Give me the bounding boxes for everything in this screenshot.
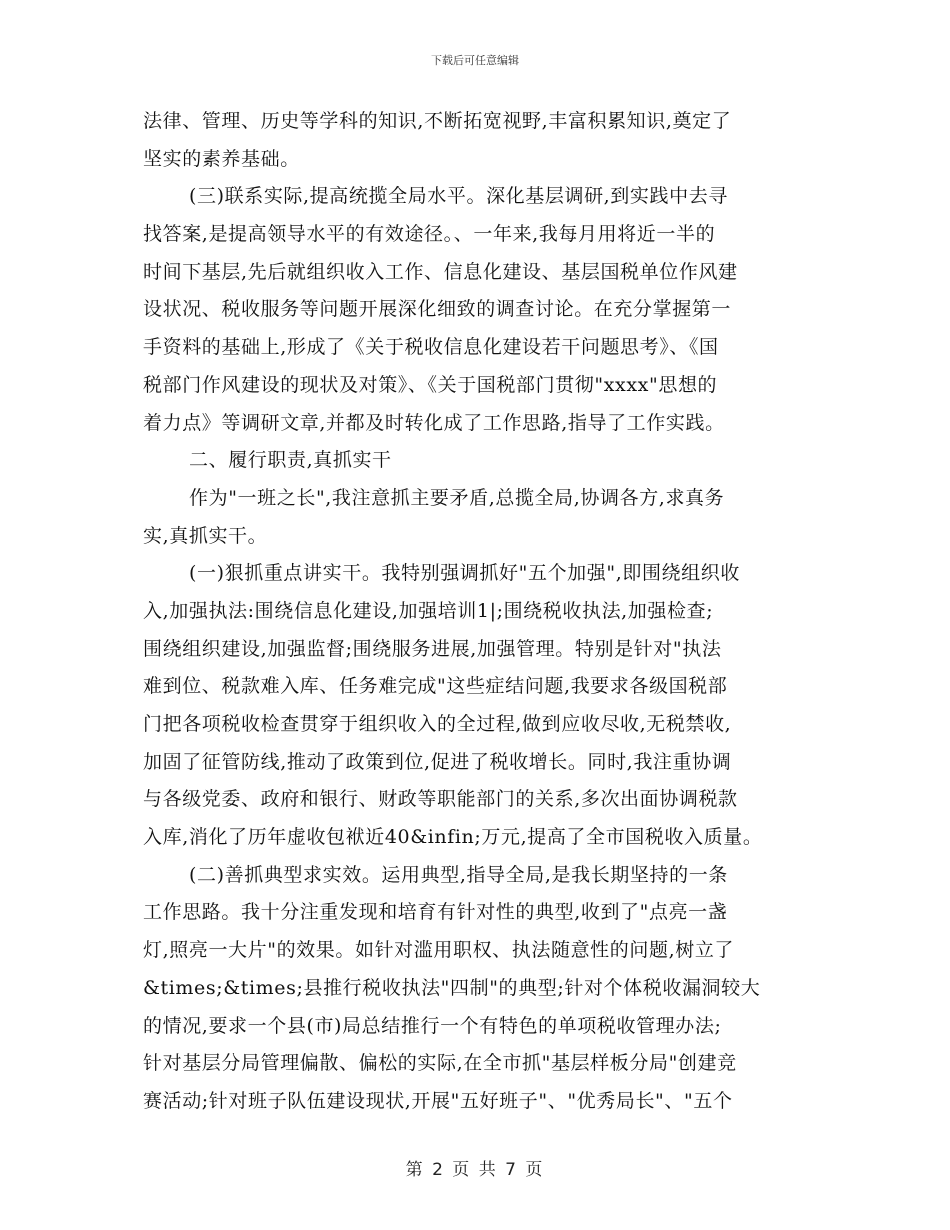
text-line: 时间下基层,先后就组织收入工作、信息化建设、基层国税单位作风建 xyxy=(143,260,738,283)
text-line: (二)善抓典型求实效。运用典型,指导全局,是我长期坚持的一条 xyxy=(189,863,728,886)
text-line: 手资料的基础上,形成了《关于税收信息化建设若干问题思考》、《国 xyxy=(143,336,719,359)
text-line: (三)联系实际,提高统揽全局水平。深化基层调研,到实践中去寻 xyxy=(189,185,728,208)
text-line: 的情况,要求一个县(市)局总结推行一个有特色的单项税收管理办法; xyxy=(143,1014,722,1037)
text-line: 加固了征管防线,推动了政策到位,促进了税收增长。同时,我注重协调 xyxy=(143,750,732,773)
text-line: 法律、管理、历史等学科的知识,不断拓宽视野,丰富积累知识,奠定了 xyxy=(143,110,732,132)
text-line: 设状况、税收服务等问题开展深化细致的调查讨论。在充分掌握第一 xyxy=(143,298,732,321)
text-line: 工作思路。我十分注重发现和培育有针对性的典型,收到了"点亮一盏 xyxy=(143,901,728,924)
text-line: 入,加强执法:围绕信息化建设,加强培训1|;围绕税收执法,加强检查; xyxy=(143,599,714,622)
text-line: 与各级党委、政府和银行、财政等职能部门的关系,多次出面协调税款 xyxy=(143,788,738,811)
text-line: 围绕组织建设,加强监督;围绕服务进展,加强管理。特别是针对"执法 xyxy=(143,637,722,660)
text-line: 赛活动;针对班子队伍建设现状,开展"五好班子"、"优秀局长"、"五个 xyxy=(143,1089,733,1112)
text-line: 作为"一班之长",我注意抓主要矛盾,总揽全局,协调各方,求真务 xyxy=(189,486,725,509)
page-number-footer: 第 2 页 共 7 页 xyxy=(405,1160,545,1180)
text-line: 入库,消化了历年虚收包袱近40&infin;万元,提高了全市国税收入质量。 xyxy=(143,826,763,849)
text-line: 找答案,是提高领导水平的有效途径。、一年来,我每月用将近一半的 xyxy=(143,223,716,246)
text-line: (一)狠抓重点讲实干。我特别强调抓好"五个加强",即围绕组织收 xyxy=(189,562,740,585)
text-line: 实,真抓实干。 xyxy=(143,524,268,547)
text-line: 灯,照亮一大片"的效果。如针对滥用职权、执法随意性的问题,树立了 xyxy=(143,939,735,962)
text-line: 坚实的素养基础。 xyxy=(143,147,300,170)
text-line: 门把各项税收检查贯穿于组织收入的全过程,做到应收尽收,无税禁收, xyxy=(143,713,732,735)
text-line: 针对基层分局管理偏散、偏松的实际,在全市抓"基层样板分局"创建竞 xyxy=(143,1052,737,1075)
section-heading: 二、履行职责,真抓实干 xyxy=(189,449,392,472)
text-line: &times;&times;县推行税收执法"四制"的典型;针对个体税收漏洞较大 xyxy=(143,976,761,999)
page-header: 下载后可任意编辑 xyxy=(431,54,519,67)
text-line: 难到位、税款难入库、任务难完成"这些症结问题,我要求各级国税部 xyxy=(143,675,728,698)
document-body xyxy=(143,103,823,1121)
text-line: 着力点》等调研文章,并都及时转化成了工作思路,指导了工作实践。 xyxy=(143,411,725,434)
text-line: 税部门作风建设的现状及对策》、《关于国税部门贯彻"xxxx"思想的 xyxy=(143,373,718,396)
